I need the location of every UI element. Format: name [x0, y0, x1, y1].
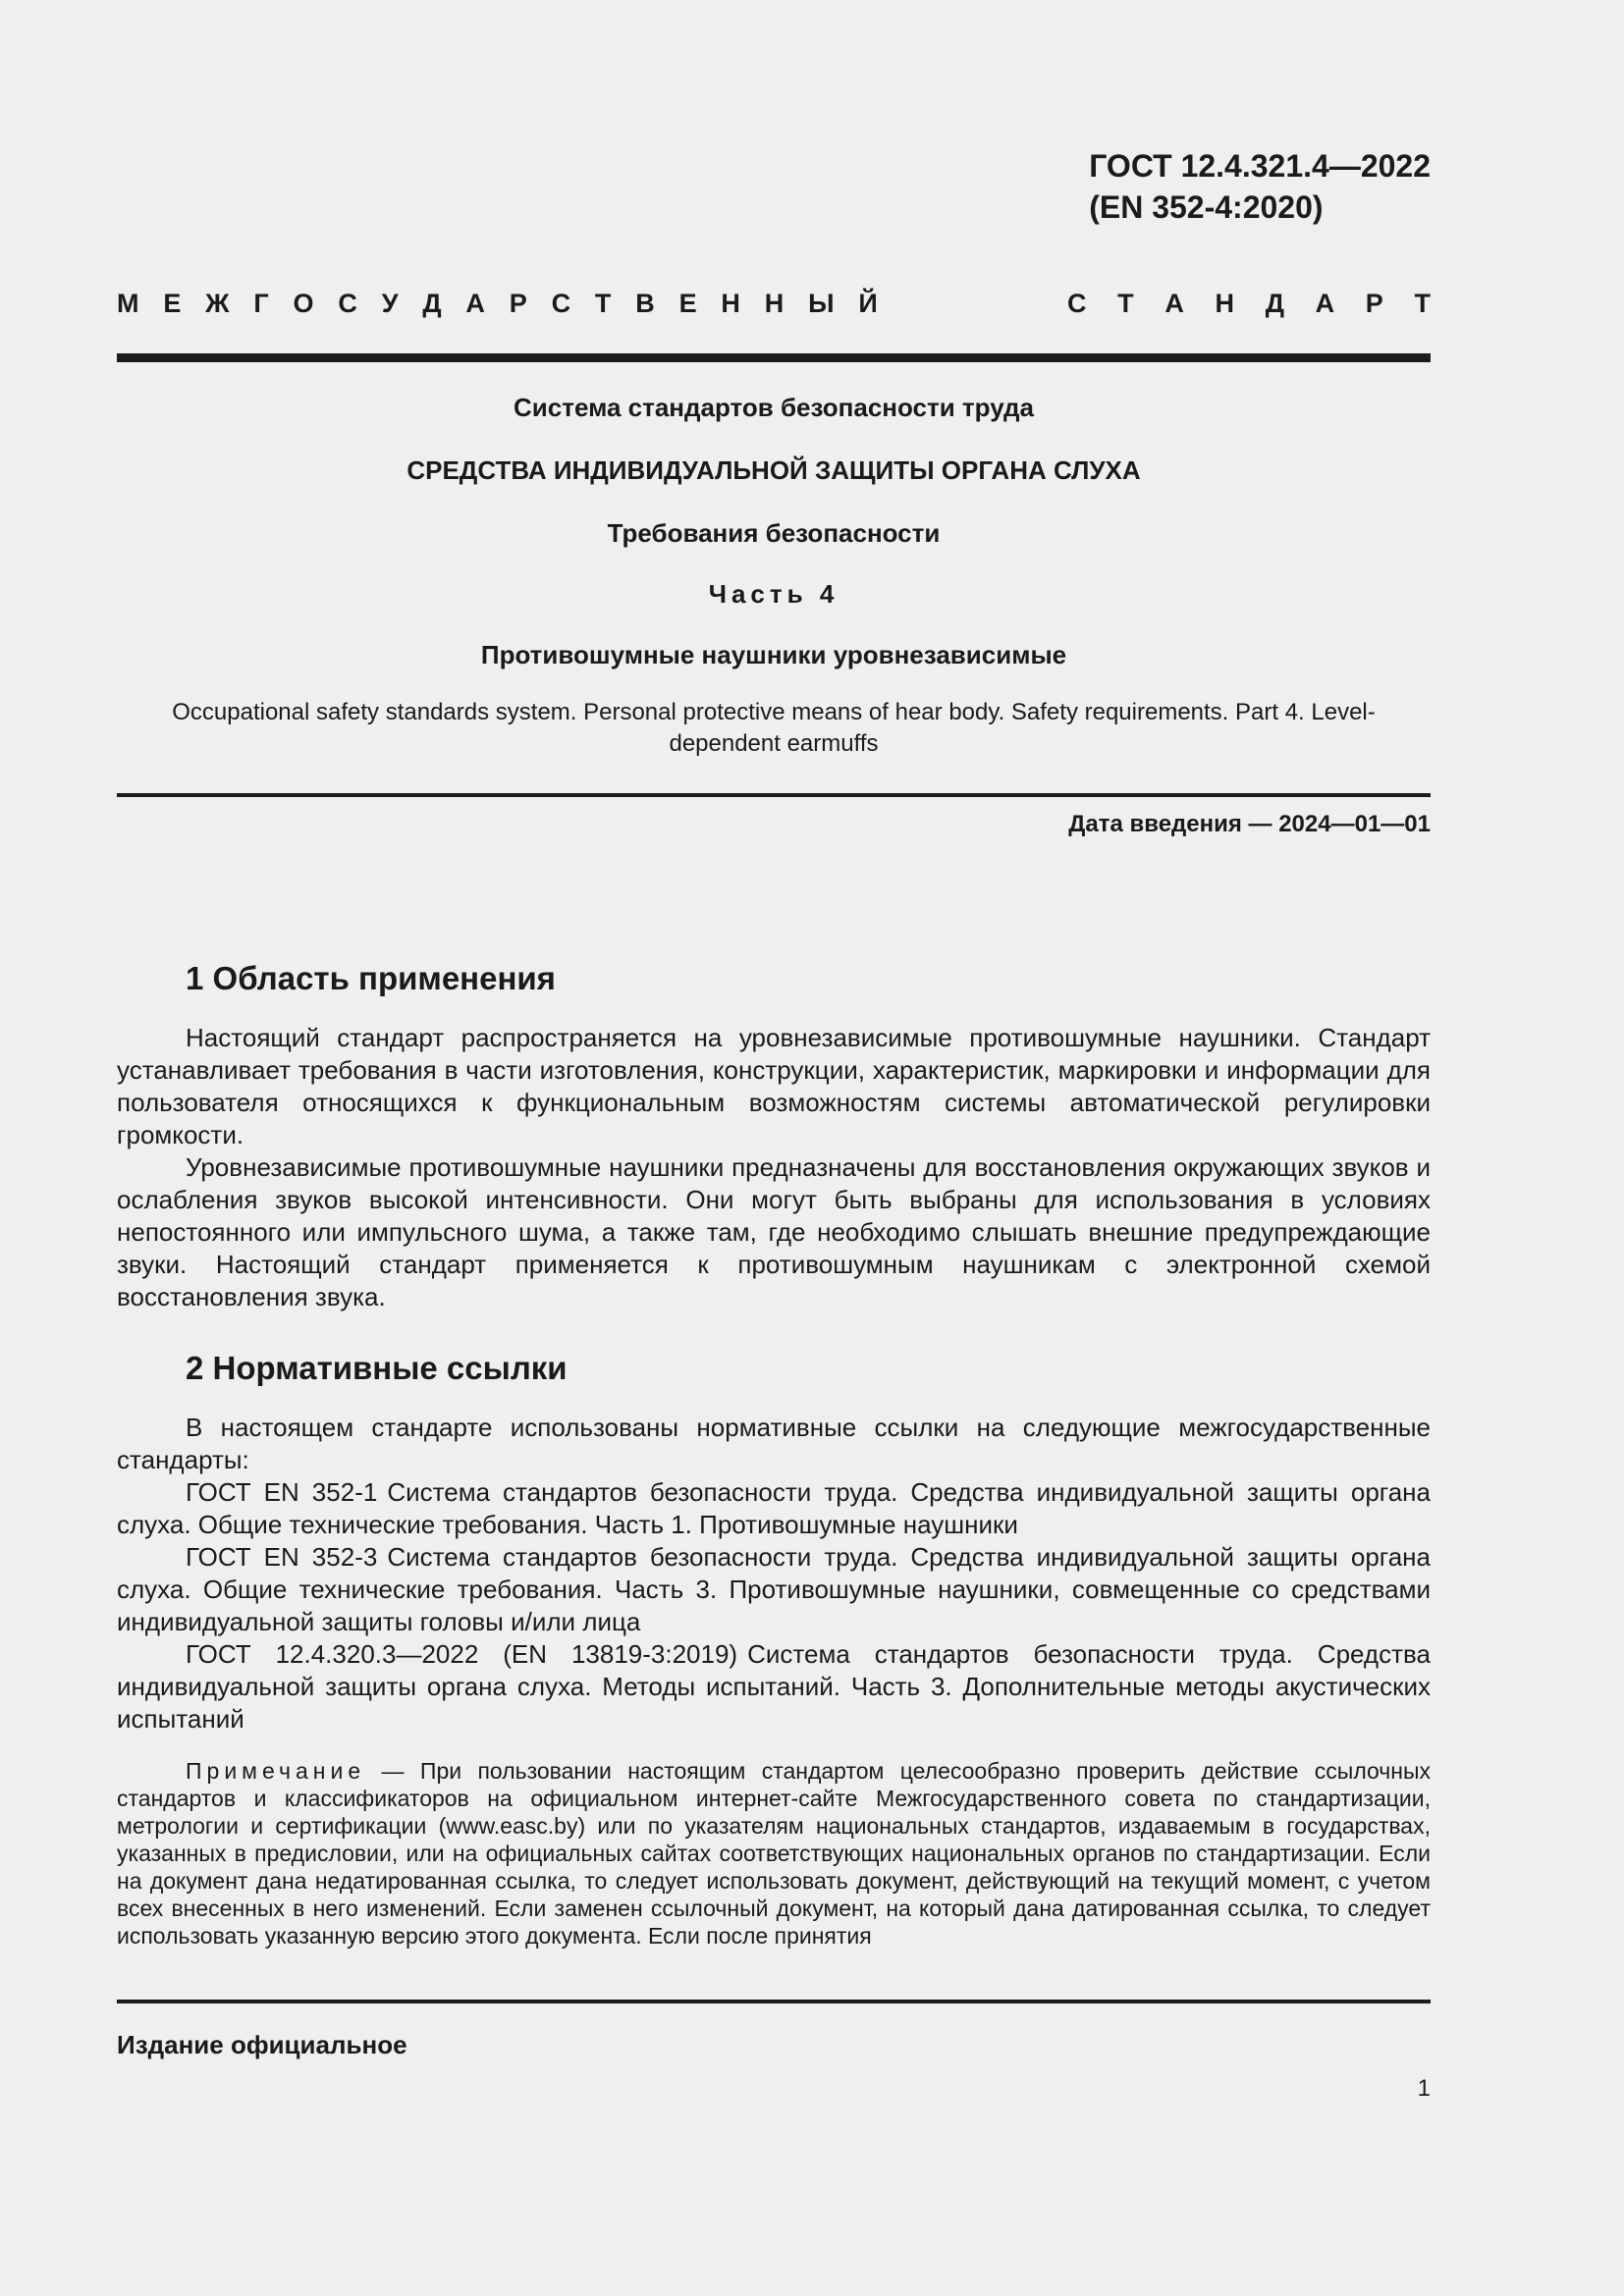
- reference-item: [117, 1541, 1431, 1638]
- title-main: СРЕДСТВА ИНДИВИДУАЛЬНОЙ ЗАЩИТЫ ОРГАНА СЛУХА: [406, 455, 1141, 485]
- banner-letter: Д: [422, 289, 442, 318]
- section-2-intro: В настоящем стандарте использованы нормативные ссылки на следующие межгосударственные стандарты:: [117, 1413, 1431, 1474]
- banner-letter: С: [338, 289, 357, 318]
- reference-item: [117, 1476, 1431, 1541]
- section-2-heading: 2 Нормативные ссылки: [186, 1350, 568, 1386]
- reference-code: ГОСТ 12.4.320.3—2022 (EN 13819-3:2019): [186, 1639, 738, 1669]
- section-1-paragraph: Уровнезависимые противошумные наушники предназначены для восстановления окружающих звуков и ослабления звуков высокой интенсивности. Они могут быть выбраны для использования в условиях непостоянного или импульсного шума, а также там, где необходимо слышать внешние предупреждающие звуки. Настоящий стандарт применяется к противошумным наушникам с электронной схемой восстановления звука.: [117, 1152, 1431, 1311]
- note-label: Примечание: [186, 1758, 366, 1784]
- banner-letter: Ы: [808, 289, 835, 318]
- document-number-block: [1089, 145, 1431, 228]
- banner-letter: С: [551, 289, 571, 318]
- banner-letter: У: [381, 289, 399, 318]
- title-system: Система стандартов безопасности труда: [514, 393, 1034, 422]
- banner-letter: Е: [163, 289, 182, 318]
- banner-letter: Г: [253, 289, 269, 318]
- banner-letter: Н: [764, 289, 785, 318]
- section-1-paragraph: Настоящий стандарт распространяется на уровнезависимые противошумные наушники. Стандарт устанавливает требования в части изготовления, конструкции, характеристик, маркировки и информации для пользователя относящихся к функциональным возможностям системы автоматической регулировки громкости.: [117, 1023, 1431, 1149]
- banner-letter: В: [635, 289, 655, 318]
- banner-letter: Д: [1265, 289, 1284, 318]
- title-part-name: Противошумные наушники уровнезависимые: [480, 640, 1067, 669]
- page-number: 1: [1417, 2075, 1431, 2102]
- note: [117, 1757, 1431, 1949]
- reference-code: ГОСТ EN 352-3: [186, 1542, 378, 1572]
- banner-letter: Н: [1215, 289, 1235, 318]
- banner-letter: А: [1315, 289, 1335, 318]
- reference-item: [117, 1638, 1431, 1735]
- banner-letter: С: [1067, 289, 1087, 318]
- reference-text: Система стандартов безопасности труда. Средства индивидуальной защиты органа слуха. Методы испытаний. Часть 3. Дополнительные методы акустических испытаний: [117, 1639, 1431, 1734]
- document-number: ГОСТ 12.4.321.4—2022: [1089, 148, 1431, 184]
- banner-letter: Н: [721, 289, 740, 318]
- reference-text: Система стандартов безопасности труда. Средства индивидуальной защиты органа слуха. Общие технические требования. Часть 1. Противошумные наушники: [117, 1477, 1431, 1539]
- reference-text: Система стандартов безопасности труда. Средства индивидуальной защиты органа слуха. Общие технические требования. Часть 3. Противошумные наушники, совмещенные со средствами индивидуальной защиты головы и/или лица: [117, 1542, 1431, 1636]
- title-block: [117, 391, 1431, 760]
- banner-letter: М: [117, 289, 139, 318]
- banner-letter: Ж: [205, 289, 230, 318]
- title-part: Часть 4: [708, 579, 839, 609]
- banner-letter: Е: [678, 289, 697, 318]
- standard-banner: [117, 289, 1431, 319]
- banner-word-1: [117, 289, 878, 319]
- banner-letter: О: [293, 289, 314, 318]
- banner-word-2: [1067, 289, 1431, 319]
- note-text: — При пользовании настоящим стандартом целесообразно проверить действие ссылочных стандартов и классификаторов на официальном интернет-сайте Межгосударственного совета по стандартизации, метрологии и сертификации (www.easc.by) или по указателям национальных стандартов, издаваемым в государствах, указанных в предисловии, или на официальных сайтах соответствующих национальных органов по стандартизации. Если на документ дана недатированная ссылка, то следует использовать документ, действующий на текущий момент, с учетом всех внесенных в него изменений. Если заменен ссылочный документ, на который дана датированная ссылка, то следует использовать указанную версию этого документа. Если после принятия: [117, 1758, 1431, 1949]
- section-1-heading: 1 Область применения: [186, 960, 556, 996]
- title-rule: [117, 793, 1431, 797]
- footer-rule: [117, 2000, 1431, 2003]
- banner-letter: Й: [858, 289, 878, 318]
- header-rule: [117, 353, 1431, 362]
- banner-letter: А: [465, 289, 485, 318]
- edition-label: Издание официальное: [117, 2030, 407, 2059]
- document-number-en: (EN 352-4:2020): [1089, 189, 1324, 225]
- banner-letter: Т: [1414, 289, 1431, 318]
- introduction-date: Дата введения — 2024—01—01: [1068, 811, 1431, 837]
- banner-letter: Р: [509, 289, 527, 318]
- banner-letter: Т: [1117, 289, 1134, 318]
- banner-letter: Р: [1365, 289, 1383, 318]
- banner-letter: Т: [594, 289, 612, 318]
- reference-code: ГОСТ EN 352-1: [186, 1477, 378, 1507]
- document-body: [117, 957, 1431, 1949]
- banner-gap: [953, 289, 993, 319]
- title-sub: Требования безопасности: [607, 518, 941, 548]
- title-english: Occupational safety standards system. Personal protective means of hear body. Safety requirements. Part 4. Level-dependent earmuffs: [172, 699, 1376, 757]
- banner-letter: А: [1164, 289, 1184, 318]
